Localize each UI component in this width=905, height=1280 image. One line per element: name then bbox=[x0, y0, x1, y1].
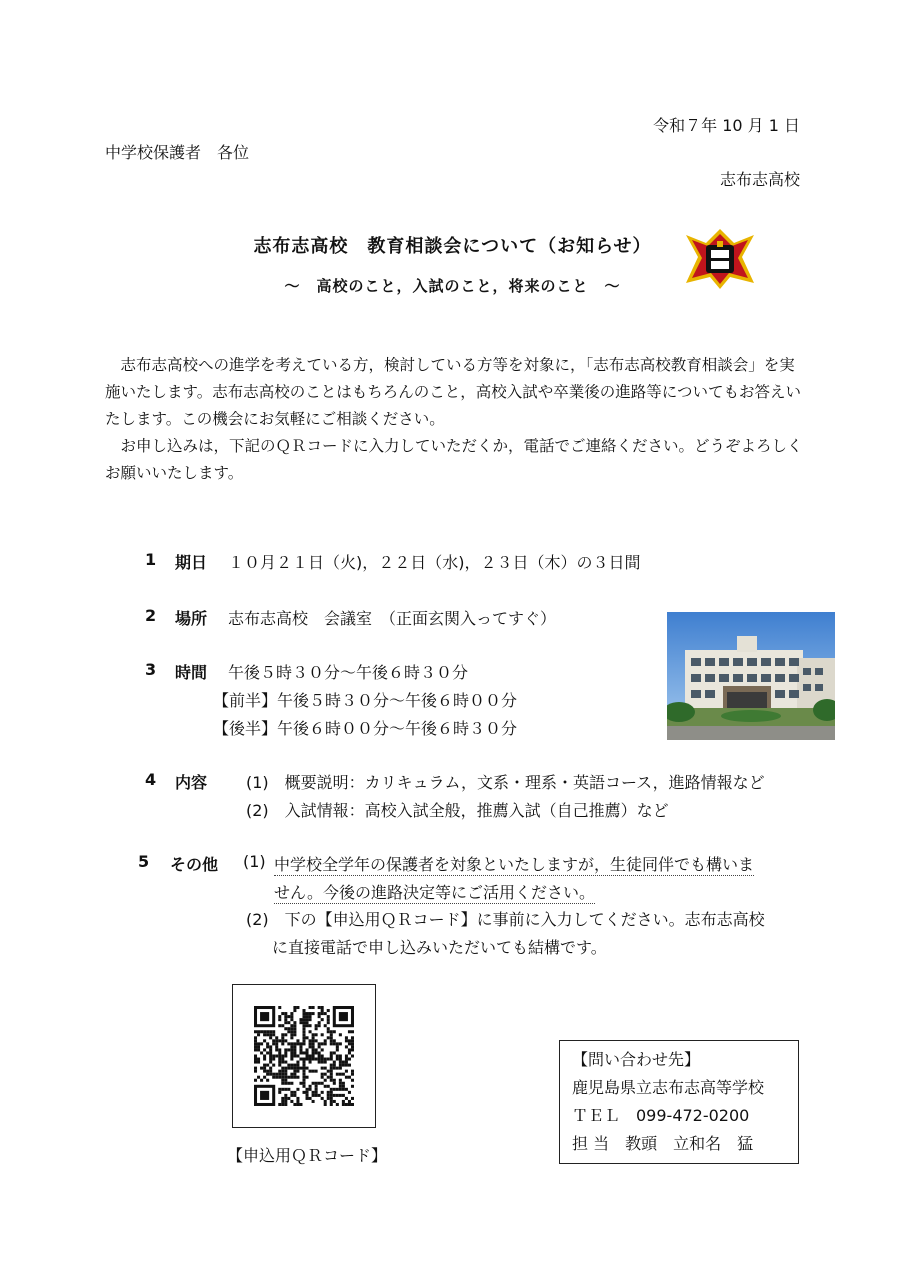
intro-text bbox=[105, 352, 805, 487]
page-title: 志布志高校 教育相談会について（お知らせ） bbox=[253, 236, 652, 257]
intro-paragraph: 志布志高校への進学を考えている方，検討している方等を対象に，「志布志高校教育相談会」を実施いたします。志布志高校のことはもちろんのこと，高校入試や卒業後の進路等についてもお答えいたします。この機会にお気軽にご相談ください。 bbox=[105, 356, 801, 428]
intro-paragraph: お申し込みは，下記のＱＲコードに入力していただくか，電話でご連絡ください。どうぞよろしくお願いいたします。 bbox=[105, 437, 803, 482]
item-content-1: (1) 概要説明：カリキュラム，文系・理系・英語コース，進路情報など bbox=[246, 773, 765, 792]
application-qr-code[interactable] bbox=[232, 984, 376, 1128]
item-label-date: 期日 bbox=[175, 553, 208, 572]
item-time-second-half: 【後半】午後６時００分～午後６時３０分 bbox=[213, 719, 518, 738]
item-other-2-line1: (2) 下の【申込用ＱＲコード】に事前に入力してください。志布志高校 bbox=[246, 910, 765, 929]
item-number: 2 bbox=[145, 606, 157, 625]
item-label-other: その他 bbox=[170, 855, 219, 874]
page-subtitle: ～ 高校のこと，入試のこと，将来のこと ～ bbox=[284, 277, 621, 295]
item-content-2: (2) 入試情報：高校入試全般，推薦入試（自己推薦）など bbox=[246, 801, 669, 820]
contact-person: 担 当 教頭 立和名 猛 bbox=[572, 1134, 754, 1153]
item-time-text: 午後５時３０分～午後６時３０分 bbox=[228, 663, 469, 682]
document-date: 令和７年 10 月 1 日 bbox=[653, 116, 800, 135]
contact-box bbox=[559, 1040, 799, 1164]
item-other-1-number: (1) bbox=[243, 852, 266, 871]
contact-school: 鹿児島県立志布志高等学校 bbox=[572, 1078, 765, 1097]
contact-heading: 【問い合わせ先】 bbox=[572, 1050, 701, 1069]
item-number: 1 bbox=[145, 550, 157, 569]
item-time-first-half: 【前半】午後５時３０分～午後６時００分 bbox=[213, 691, 518, 710]
item-date-text: １０月２１日（火)，２２日（水)，２３日（木）の３日間 bbox=[228, 553, 641, 572]
recipient: 中学校保護者 各位 bbox=[105, 143, 250, 162]
item-number: 4 bbox=[145, 770, 157, 789]
qr-caption: 【申込用ＱＲコード】 bbox=[226, 1146, 387, 1165]
school-emblem-icon bbox=[684, 227, 756, 291]
item-number: 3 bbox=[145, 660, 157, 679]
item-label-time: 時間 bbox=[175, 663, 208, 682]
item-other-1-line2: せん。今後の進路決定等にご活用ください。 bbox=[274, 880, 595, 904]
item-label-place: 場所 bbox=[175, 609, 208, 628]
contact-tel: ＴＥＬ 099-472-0200 bbox=[572, 1106, 750, 1125]
item-place-text: 志布志高校 会議室 （正面玄関入ってすぐ） bbox=[228, 609, 557, 628]
item-other-2-line2: に直接電話で申し込みいただいても結構です。 bbox=[272, 938, 607, 957]
item-number: 5 bbox=[138, 852, 150, 871]
school-building-photo bbox=[667, 612, 835, 740]
item-label-content: 内容 bbox=[175, 773, 208, 792]
qr-code-icon bbox=[254, 1006, 354, 1106]
item-other-1-line1: 中学校全学年の保護者を対象といたしますが，生徒同伴でも構いま bbox=[274, 852, 754, 876]
sender: 志布志高校 bbox=[719, 170, 800, 189]
